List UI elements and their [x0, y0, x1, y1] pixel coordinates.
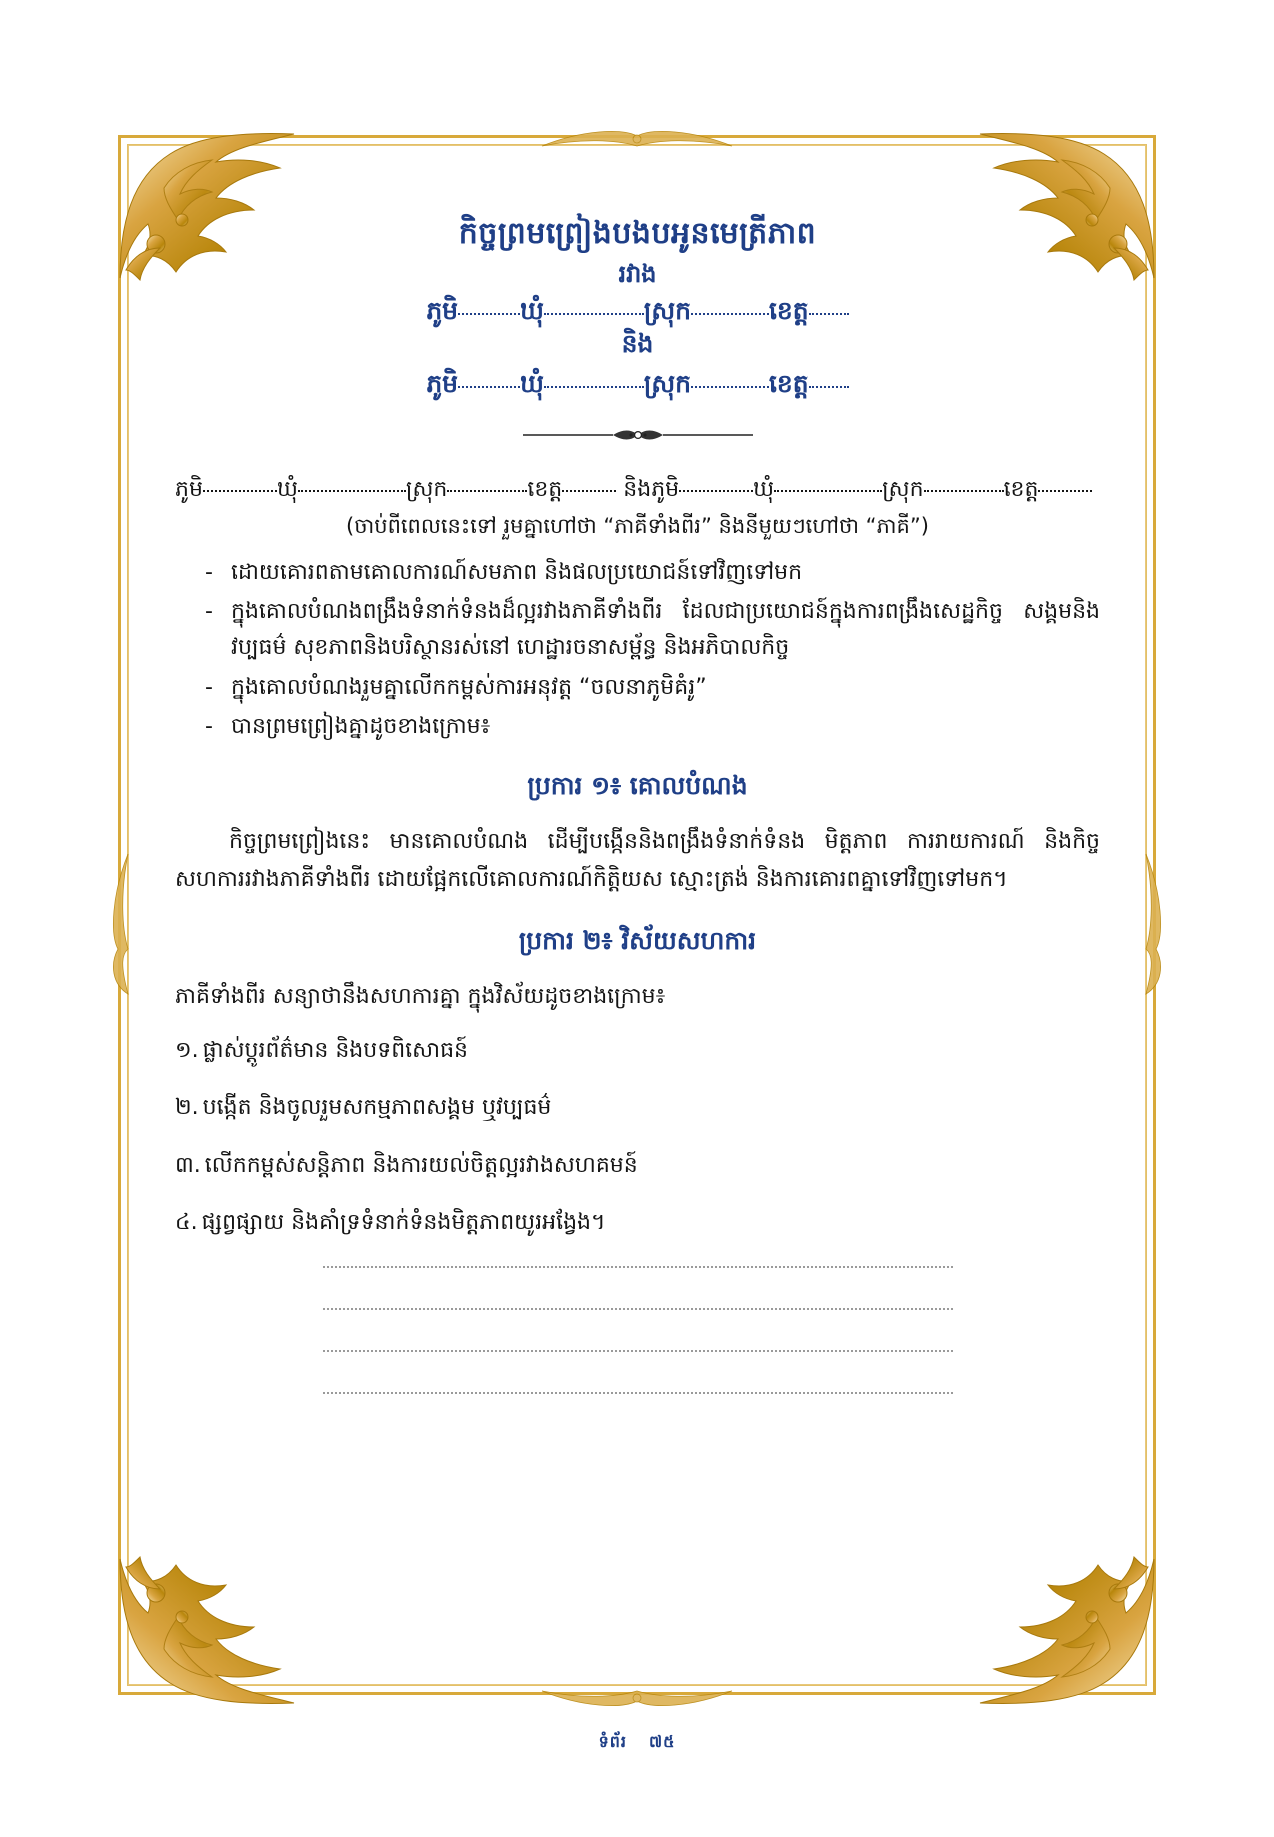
party-a-province-fill[interactable]: [809, 313, 849, 315]
section-2-item-2: [175, 1090, 1100, 1125]
inline-b-village-fill[interactable]: [679, 490, 753, 492]
item-1-number: ១.: [175, 1038, 199, 1064]
inline-b-commune-fill[interactable]: [774, 490, 882, 492]
party-b-district-fill[interactable]: [691, 386, 769, 388]
party-b-village-label: ភូមិ: [426, 369, 459, 399]
party-a-province-label: ខេត្ត: [769, 295, 809, 325]
party-b-header-line: [175, 367, 1100, 401]
party-b-village-fill[interactable]: [458, 386, 520, 388]
inline-b-province-fill[interactable]: [1038, 490, 1092, 492]
party-a-commune-fill[interactable]: [544, 313, 644, 315]
party-b-province-fill[interactable]: [809, 386, 849, 388]
edge-ornament-bottom-center: [522, 1685, 752, 1711]
party-b-commune-fill[interactable]: [544, 386, 644, 388]
blank-line-4[interactable]: [323, 1392, 953, 1394]
edge-ornament-top-center: [522, 126, 752, 152]
document-title: កិច្ចព្រមព្រៀងបងបអូនមេត្រីភាព: [458, 216, 817, 251]
edge-ornament-left-middle: [108, 834, 134, 1004]
party-a-district-fill[interactable]: [691, 313, 769, 315]
page-footer: [0, 1731, 1274, 1755]
decorative-divider: [513, 427, 763, 443]
blank-line-3[interactable]: [323, 1350, 953, 1352]
between-label: រវាង: [618, 259, 657, 288]
preamble-bullet-1: - ដោយគោរពតាមគោលការណ៍សមភាព និងផលប្រយោជន៍ទៅវិញទៅមក: [231, 555, 1100, 591]
item-2-text: បង្កើត និងចូលរួមសកម្មភាពសង្គម ឬវប្បធម៌: [202, 1095, 552, 1121]
parties-inline-line: [175, 473, 1100, 507]
party-a-commune-label: ឃុំ: [520, 295, 544, 325]
item-4-text: ផ្សព្វផ្សាយ និងគាំទ្រទំនាក់ទំនងមិត្តភាពយូរអង្វែង។: [201, 1209, 606, 1235]
section-2-item-4: [175, 1205, 1100, 1240]
section-1-paragraph: កិច្ចព្រមព្រៀងនេះ មានគោលបំណង ដើម្បីបង្កើននិងពង្រឹងទំនាក់ទំនង មិត្តភាព ការរាយការណ៍ និងកិច្ចសហការរវាងភាគីទាំងពីរ ដោយផ្អែកលើគោលការណ៍កិត្តិយស ស្មោះត្រង់ និងការគោរពគ្នាទៅវិញទៅមក។: [175, 828, 1100, 893]
inline-b-province-label: ខេត្ត: [1003, 477, 1039, 503]
page-footer-label: ទំព័រ: [598, 1732, 627, 1751]
party-a-village-fill[interactable]: [458, 313, 520, 315]
blank-write-in-lines: [175, 1266, 1100, 1394]
item-4-number: ៤.: [175, 1209, 198, 1235]
inline-b-district-fill[interactable]: [924, 490, 1004, 492]
inline-a-commune-fill[interactable]: [298, 490, 406, 492]
item-2-number: ២.: [175, 1095, 199, 1121]
item-3-number: ៣.: [175, 1152, 201, 1178]
preamble-bullet-4: - បានព្រមព្រៀងគ្នាដូចខាងក្រោម៖: [231, 709, 1100, 745]
document-content: [175, 215, 1100, 1434]
party-b-province-label: ខេត្ត: [769, 369, 809, 399]
section-2-item-1: [175, 1033, 1100, 1068]
parenthetical-note: (ចាប់ពីពេលនេះទៅ រួមគ្នាហៅថា “ភាគីទាំងពីរ” និងនីមួយៗហៅថា “ភាគី”): [346, 514, 929, 539]
inline-a-district-label: ស្រុក: [405, 477, 448, 503]
section-2-item-3: [175, 1148, 1100, 1183]
corner-ornament-bottom-left: [112, 1554, 302, 1709]
inline-a-commune-label: ឃុំ: [276, 477, 298, 503]
party-b-commune-label: ឃុំ: [520, 369, 544, 399]
blank-line-2[interactable]: [323, 1308, 953, 1310]
item-1-text: ផ្លាស់ប្ដូរព័ត៌មាន និងបទពិសោធន៍: [202, 1038, 468, 1064]
blank-line-1[interactable]: [323, 1266, 953, 1268]
inline-b-district-label: ស្រុក: [882, 477, 924, 503]
item-3-text: លើកកម្ពស់សន្តិភាព និងការយល់ចិត្តល្អរវាងសហគមន៍: [204, 1152, 638, 1178]
party-a-header-line: [175, 294, 1100, 328]
party-b-district-label: ស្រុក: [643, 369, 691, 399]
inline-a-village-fill[interactable]: [203, 490, 277, 492]
inline-a-province-fill[interactable]: [562, 490, 616, 492]
party-a-district-label: ស្រុក: [643, 295, 691, 325]
section-2-lead: ភាគីទាំងពីរ សន្យាថានឹងសហការគ្នា ក្នុងវិស័យដូចខាងក្រោម៖: [175, 983, 666, 1009]
inline-b-commune-label: ឃុំ: [753, 477, 775, 503]
section-1-heading: ប្រការ ១៖ គោលបំណង: [527, 770, 748, 800]
corner-ornament-bottom-right: [972, 1554, 1162, 1709]
preamble-bullet-list: [175, 555, 1100, 745]
inline-a-district-fill[interactable]: [447, 490, 527, 492]
edge-ornament-right-middle: [1140, 834, 1166, 1004]
preamble-bullet-3: - ក្នុងគោលបំណងរួមគ្នាលើកកម្ពស់ការអនុវត្ត “ចលនាភូមិគំរូ”: [231, 670, 1100, 706]
section-2-heading: ប្រការ ២៖ វិស័យសហការ: [518, 925, 757, 955]
section-2-item-list: [175, 1033, 1100, 1240]
party-a-village-label: ភូមិ: [426, 295, 459, 325]
inline-and-village-label: និងភូមិ: [623, 477, 680, 503]
conjunction-label: និង: [621, 329, 654, 359]
preamble-bullet-2: - ក្នុងគោលបំណងពង្រឹងទំនាក់ទំនងដ៏ល្អរវាងភាគីទាំងពីរ ដែលជាប្រយោជន៍ក្នុងការពង្រឹងសេដ្ឋកិច្ច សង្គមនិងវប្បធម៌ សុខភាពនិងបរិស្ថានរស់នៅ ហេដ្ឋារចនាសម្ព័ន្ធ និងអភិបាលកិច្ច: [231, 594, 1100, 665]
page-footer-number: ៧៥: [648, 1732, 676, 1751]
inline-a-province-label: ខេត្ត: [527, 477, 563, 503]
inline-a-village-label: ភូមិ: [175, 477, 203, 503]
